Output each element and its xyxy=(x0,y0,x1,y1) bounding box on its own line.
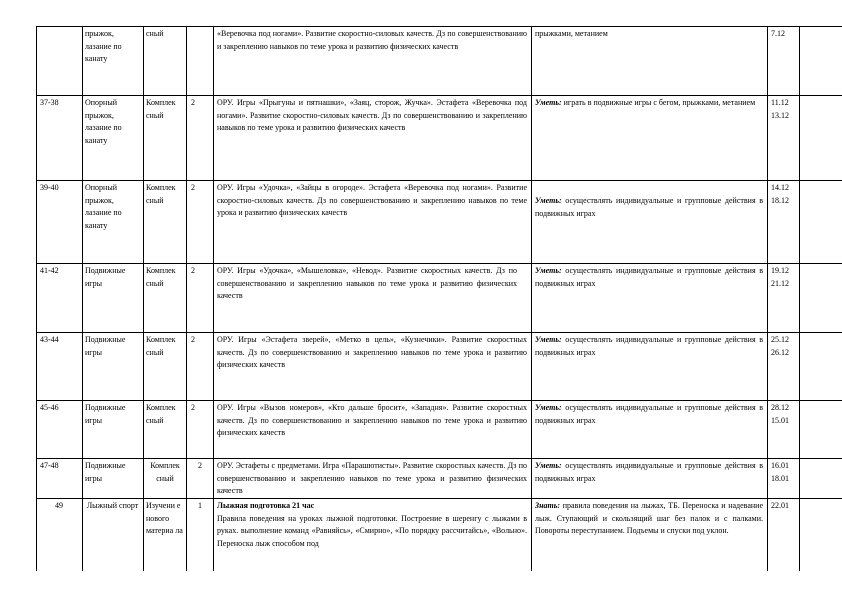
lesson-number-cell: 49 xyxy=(55,501,63,510)
skills-cell xyxy=(535,265,763,290)
skills-lead: Уметь: xyxy=(535,403,562,412)
lesson-content-cell: ОРУ. Игры «Прыгуны и пятнашки», «Заяц, сторож, Жучка». Эстафета «Веревочка под ногами». Развитие скоростно-силовых качеств. Дз по совершенствованию и закреплению навыков по теме урока и развитию физических качеств xyxy=(217,98,527,132)
table-row-line xyxy=(36,400,842,401)
skills-cell xyxy=(535,402,763,427)
dates-cell: 19.12 21.12 xyxy=(771,266,789,288)
hours-cell: 2 xyxy=(198,461,202,470)
dates-cell: 28.12 15.01 xyxy=(771,403,789,425)
table-col-line xyxy=(186,26,187,571)
hours-cell: 2 xyxy=(191,183,195,192)
lesson-number-cell: 41-42 xyxy=(40,266,59,275)
topic-cell: Подвижные игры xyxy=(85,403,126,425)
skills-text: осуществлять индивидуальные и групповые действия в подвижных играх xyxy=(535,461,763,483)
table-row-line xyxy=(36,332,842,333)
table-col-line xyxy=(213,26,214,571)
skills-lead: Знать: xyxy=(535,501,561,510)
table-row-line xyxy=(36,498,842,499)
skills-text: правила поведения на лыжах, ТБ. Переноска и надевание лыж. Ступающий и скользящий шаг без палок и с палками. Повороты переступанием. Подъемы и спуски под уклон. xyxy=(535,501,763,535)
hours-cell: 1 xyxy=(198,501,202,510)
dates-cell: 25.12 26.12 xyxy=(771,335,789,357)
lesson-type-cell: Комплек сный xyxy=(146,183,176,205)
skills-text: осуществлять индивидуальные и групповые действия в подвижных играх xyxy=(535,335,763,357)
lesson-type-cell: Изучени е нового материа ла xyxy=(146,501,183,535)
skills-text: осуществлять индивидуальные и групповые действия в подвижных играх xyxy=(535,403,763,425)
skills-lead: Уметь: xyxy=(535,461,562,470)
topic-cell: Подвижные игры xyxy=(85,266,126,288)
topic-cell: Опорный прыжок, лазание по канату xyxy=(85,98,122,145)
skills-lead: Уметь: xyxy=(535,266,562,275)
table-col-line xyxy=(767,26,768,571)
lesson-content-cell: ОРУ. Игры «Вызов номеров», «Кто дальше бросит», «Западня». Развитие скоростных качеств. Дз по совершенствованию и закреплению навыков по теме урока и развитию физических качеств xyxy=(217,403,527,437)
lesson-number-cell: 39-40 xyxy=(40,183,59,192)
skills-cell xyxy=(535,460,763,485)
skills-cell xyxy=(535,500,763,571)
lesson-content-cell: ОРУ. Игры «Удочка», «Мышеловка», «Невод». Развитие скоростных качеств. Дз по совершенствованию и закреплению навыков по теме урока и развитию физических качеств xyxy=(217,266,517,300)
skills-text: осуществлять индивидуальные и групповые действия в подвижных играх xyxy=(535,196,763,218)
lesson-type-cell: Комплек сный xyxy=(146,335,176,357)
skills-cell xyxy=(535,195,763,220)
skills-text: осуществлять индивидуальные и групповые действия в подвижных играх xyxy=(535,266,763,288)
dates-cell: 16.01 18.01 xyxy=(771,461,789,483)
lesson-content-cell: ОРУ. Игры «Эстафета зверей», «Метко в цель», «Кузнечики». Развитие скоростных качеств. Дз по совершенствованию и закреплению навыков по теме урока и развитию физических качеств xyxy=(217,335,527,369)
dates-cell: 22.01 xyxy=(771,501,789,510)
skills-lead: Уметь: xyxy=(535,98,562,107)
lesson-content-cell: «Веревочка под ногами». Развитие скоростно-силовых качеств. Дз по совершенствованию и закреплению навыков по теме урока и развитию физических качеств xyxy=(217,29,527,51)
topic-cell: Подвижные игры xyxy=(85,335,126,357)
skills-lead: Уметь: xyxy=(535,196,562,205)
table-col-line xyxy=(143,26,144,571)
skills-cell xyxy=(535,97,763,110)
lesson-type-cell: Комплек сный xyxy=(146,266,176,288)
lesson-type-cell: сный xyxy=(146,29,164,38)
hours-cell: 2 xyxy=(191,335,195,344)
table-col-line xyxy=(799,26,800,571)
skills-lead: Уметь: xyxy=(535,335,562,344)
lesson-number-cell: 45-46 xyxy=(40,403,59,412)
section-heading: Лыжная подготовка 21 час xyxy=(217,501,315,510)
dates-cell: 7.12 xyxy=(771,29,785,38)
table-row-line xyxy=(36,26,842,27)
lesson-content-cell: ОРУ. Игры «Удочка», «Зайцы в огороде». Эстафета «Веревочка под ногами». Развитие скоростно-силовых качеств. Дз по совершенствованию и закреплению навыков по теме урока и развитию физических качеств xyxy=(217,183,527,217)
lesson-number-cell: 47-48 xyxy=(40,461,59,470)
lesson-content-text: Правила поведения на уроках лыжной подготовки. Построение в шеренгу с лыжами в руках. выполнение команд «Равняйсь», «Смирно», «По порядку рассчитайсь», «Вольно». Переноска лыж способом под xyxy=(217,513,527,548)
topic-cell: Подвижные игры xyxy=(85,461,126,483)
dates-cell: 14.12 18.12 xyxy=(771,183,789,205)
table-row-line xyxy=(36,180,842,181)
dates-cell: 11.12 13.12 xyxy=(771,98,789,120)
lesson-number-cell: 37-38 xyxy=(40,98,59,107)
table-row-line xyxy=(36,458,842,459)
lesson-type-cell: Комплек сный xyxy=(146,403,176,425)
lesson-content-cell: ОРУ. Эстафеты с предметами. Игра «Парашютисты». Развитие скоростных качеств. Дз по совершенствованию и закреплению навыков по теме урока и развитию физических качеств xyxy=(217,461,527,495)
skills-cell: прыжками, метанием xyxy=(535,29,608,38)
lesson-content-cell xyxy=(217,500,527,571)
table-col-line xyxy=(82,26,83,571)
topic-cell: прыжок, лазание по канату xyxy=(85,29,122,63)
table-col-line xyxy=(36,26,37,571)
lesson-number-cell: 43-44 xyxy=(40,335,59,344)
skills-text: играть в подвижные игры с бегом, прыжками, метанием xyxy=(563,98,756,107)
table-row-line xyxy=(36,95,842,96)
table-col-line xyxy=(531,26,532,571)
lesson-type-cell: Комплек сный xyxy=(150,461,180,483)
lesson-type-cell: Комплек сный xyxy=(146,98,176,120)
hours-cell: 2 xyxy=(191,98,195,107)
table-row-line xyxy=(36,263,842,264)
topic-cell: Опорный прыжок, лазание по канату xyxy=(85,183,122,230)
hours-cell: 2 xyxy=(191,266,195,275)
hours-cell: 2 xyxy=(191,403,195,412)
skills-cell xyxy=(535,334,763,359)
topic-cell: Лыжный спорт xyxy=(86,501,139,510)
